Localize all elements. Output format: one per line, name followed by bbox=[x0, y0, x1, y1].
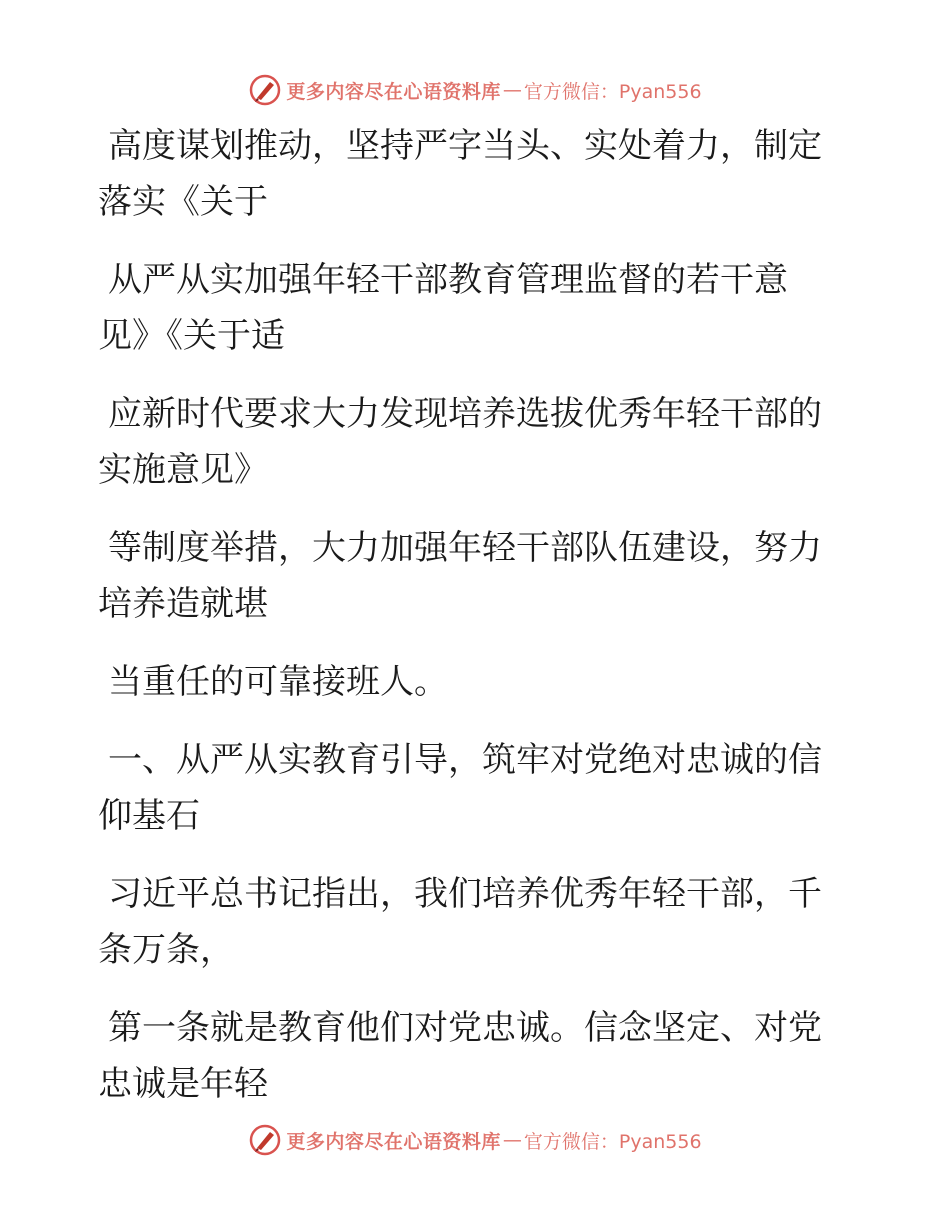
paragraph-line: 等制度举措，大力加强年轻干部队伍建设，努力 bbox=[108, 528, 822, 568]
paragraph-line: 落实《关于 bbox=[98, 182, 268, 222]
paragraph-line: 见》《关于适 bbox=[98, 316, 285, 356]
paragraph bbox=[98, 866, 838, 978]
paragraph-line: 习近平总书记指出，我们培养优秀年轻干部，千 bbox=[108, 874, 822, 914]
document-body bbox=[98, 118, 838, 1134]
banner-main-text: 更多内容尽在心语资料库 bbox=[286, 1130, 501, 1153]
paragraph-line: 一、从严从实教育引导，筑牢对党绝对忠诚的信 bbox=[108, 740, 822, 780]
paragraph bbox=[98, 654, 838, 710]
quill-pen-icon bbox=[248, 73, 282, 107]
banner-main-text: 更多内容尽在心语资料库 bbox=[286, 80, 501, 103]
section-heading bbox=[98, 732, 838, 844]
banner-sub-text: 官方微信：Pyan556 bbox=[523, 1130, 702, 1153]
paragraph bbox=[98, 520, 838, 632]
paragraph-line: 仰基石 bbox=[98, 796, 200, 836]
paragraph-line: 当重任的可靠接班人。 bbox=[108, 662, 448, 702]
banner-dash: — bbox=[502, 1129, 522, 1151]
paragraph-line: 从严从实加强年轻干部教育管理监督的若干意 bbox=[108, 260, 788, 300]
paragraph-line: 实施意见》 bbox=[98, 450, 268, 490]
paragraph-line: 高度谋划推动，坚持严字当头、实处着力，制定 bbox=[108, 126, 822, 166]
banner-sub-text: 官方微信：Pyan556 bbox=[523, 80, 702, 103]
paragraph bbox=[98, 118, 838, 230]
paragraph-line: 应新时代要求大力发现培养选拔优秀年轻干部的 bbox=[108, 394, 822, 434]
paragraph bbox=[98, 252, 838, 364]
paragraph-line: 第一条就是教育他们对党忠诚。信念坚定、对党 bbox=[108, 1008, 822, 1048]
banner-dash: — bbox=[502, 79, 522, 101]
paragraph-line: 培养造就堪 bbox=[98, 584, 268, 624]
paragraph-line: 忠诚是年轻 bbox=[98, 1064, 268, 1104]
quill-pen-icon bbox=[248, 1123, 282, 1157]
paragraph-line: 条万条， bbox=[98, 930, 234, 970]
header-watermark-banner bbox=[0, 70, 950, 110]
paragraph bbox=[98, 386, 838, 498]
paragraph bbox=[98, 1000, 838, 1112]
footer-watermark-banner bbox=[0, 1120, 950, 1160]
